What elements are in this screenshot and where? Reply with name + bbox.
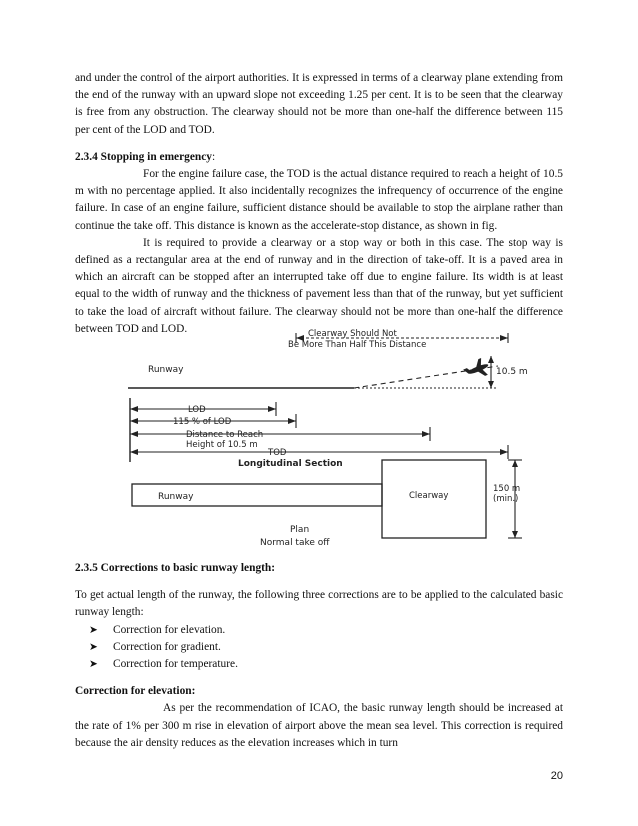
arrowhead [130, 431, 138, 437]
list-item: ➤ Correction for gradient. [75, 639, 563, 656]
runway-label: Runway [148, 365, 184, 375]
paragraph-elevation: As per the recommendation of ICAO, the basic runway length should be increased at the rate of 1% per 300 m rise in elevation of airport above the mean sea level. This correction is required because the air density reduces as the elevation increases which in turn [75, 702, 563, 749]
arrowhead [130, 406, 138, 412]
airplane-icon [462, 357, 492, 383]
take-off-diagram [118, 326, 538, 556]
distance-label-line2: Height of 10.5 m [186, 440, 258, 450]
corrections-list [75, 622, 563, 674]
plan-label: Plan [290, 525, 310, 535]
clearway-note-line1: Clearway Should Not [308, 329, 397, 339]
elevation-heading: Correction for elevation: [75, 685, 196, 698]
page-number: 20 [550, 770, 563, 782]
list-item: ➤ Correction for elevation. [75, 622, 563, 639]
height-label: 10.5 m [496, 367, 528, 377]
arrowhead [500, 335, 508, 341]
arrow-bullet-icon: ➤ [89, 658, 98, 671]
arrowhead [288, 418, 296, 424]
plan-runway-label: Runway [158, 492, 194, 502]
lod-label: LOD [188, 405, 206, 415]
paragraph-clearway-intro: and under the control of the airport authorities. It is expressed in terms of a clearway plane extending from the end of the runway with an upward slope not exceeding 1.25 per cent. It is to be seen that the clearway is free from any obstruction. The clearway should not be more than one-half the difference between 115 per cent of the LOD and TOD. [75, 72, 563, 136]
clearway-label: Clearway [409, 491, 449, 501]
paragraph-corrections-intro: To get actual length of the runway, the following three corrections are to be applied to the calculated basic runway length: [75, 589, 563, 619]
distance-label-line1: Distance to Reach [186, 430, 264, 440]
list-item: ➤ Correction for temperature. [75, 656, 563, 673]
text-block-top [75, 70, 563, 338]
arrowhead [488, 381, 494, 388]
paragraph-engine-failure: For the engine failure case, the TOD is the actual distance required to reach a height of 10.5 m with no percentage applied. It also incidentally recognizes the infrequency of occurrence of the engine failure. In case of an engine failure, sufficient distance should be available to stop the airplane rather than continue the take off. This distance is known as the accelerate-stop distance, as shown in fig. [75, 168, 563, 232]
section-label: Longitudinal Section [238, 459, 343, 469]
lod115-label: 115 % of LOD [173, 417, 232, 427]
figure-caption: Normal take off [260, 538, 330, 548]
width-label-line2: (min.) [493, 494, 519, 504]
arrowhead [500, 449, 508, 455]
arrowhead [130, 449, 138, 455]
section-2-3-4-heading-line [75, 149, 563, 166]
tod-label: TOD [268, 448, 287, 458]
arrow-bullet-icon: ➤ [89, 623, 98, 636]
arrowhead [488, 356, 494, 363]
arrowhead [512, 531, 518, 538]
arrowhead [130, 418, 138, 424]
arrowhead [512, 460, 518, 467]
clearway-note-line2: Be More Than Half This Distance [288, 340, 427, 350]
paragraph-stopway: It is required to provide a clearway or a stop way or both in this case. The stop way is defined as a rectangular area at the end of runway and in the direction of take-off. It is a paved area in which an aircraft can be stopped after an interrupted take off due to engine failure. Its width is at least equal to the width of runway and the thickness of pavement less than that of the runway, but yet sufficient to take the load of aircraft without failure. The clearway should not be more than one-half the difference between TOD and LOD. [75, 236, 563, 335]
width-label-line1: 150 m [493, 484, 521, 494]
section-heading: 2.3.4 Stopping in emergency [75, 150, 213, 163]
text-block-bottom [75, 560, 563, 752]
arrow-bullet-icon: ➤ [89, 640, 98, 653]
take-off-figure [118, 326, 538, 556]
section-2-3-5-heading: 2.3.5 Corrections to basic runway length: [75, 562, 276, 574]
arrowhead [268, 406, 276, 412]
heading-colon: : [212, 150, 216, 163]
arrowhead [422, 431, 430, 437]
